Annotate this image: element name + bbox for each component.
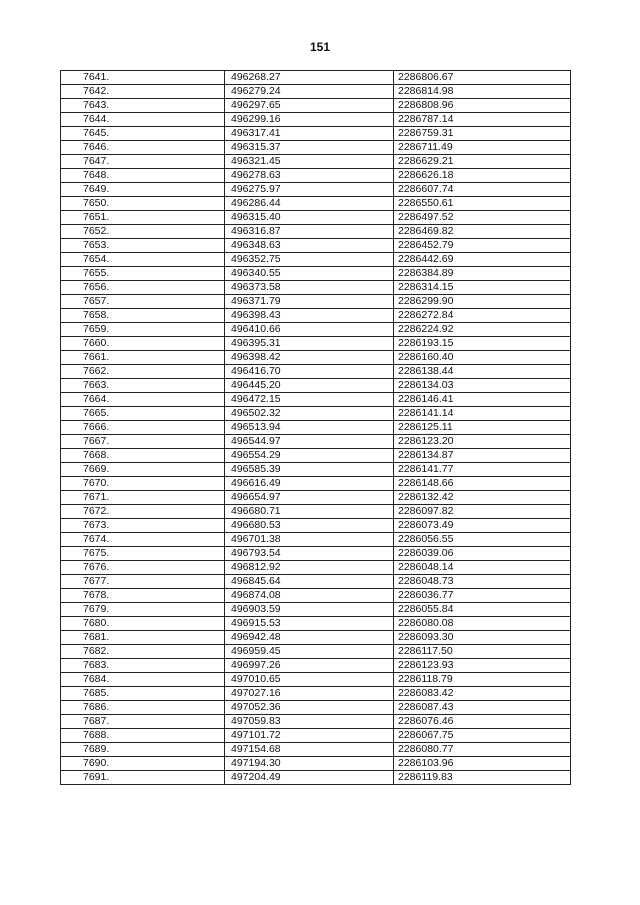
y-coordinate-cell: 2286138.44 (394, 365, 571, 379)
point-number-cell: 7665. (61, 407, 225, 421)
point-number-cell: 7689. (61, 743, 225, 757)
table-row (61, 547, 571, 561)
point-number-cell: 7670. (61, 477, 225, 491)
point-number-cell: 7685. (61, 687, 225, 701)
x-coordinate-cell: 497010.65 (225, 673, 394, 687)
table-row (61, 631, 571, 645)
point-number-cell: 7659. (61, 323, 225, 337)
x-coordinate-cell: 497101.72 (225, 729, 394, 743)
table-row (61, 687, 571, 701)
y-coordinate-cell: 2286442.69 (394, 253, 571, 267)
table-row (61, 715, 571, 729)
table-row (61, 659, 571, 673)
y-coordinate-cell: 2286067.75 (394, 729, 571, 743)
table-row (61, 575, 571, 589)
table-row (61, 323, 571, 337)
y-coordinate-cell: 2286711.49 (394, 141, 571, 155)
table-row (61, 617, 571, 631)
x-coordinate-cell: 496874.08 (225, 589, 394, 603)
table-row (61, 197, 571, 211)
table-row (61, 519, 571, 533)
point-number-cell: 7690. (61, 757, 225, 771)
x-coordinate-cell: 496942.48 (225, 631, 394, 645)
point-number-cell: 7673. (61, 519, 225, 533)
x-coordinate-cell: 496513.94 (225, 421, 394, 435)
y-coordinate-cell: 2286384.89 (394, 267, 571, 281)
y-coordinate-cell: 2286048.14 (394, 561, 571, 575)
x-coordinate-cell: 497204.49 (225, 771, 394, 785)
y-coordinate-cell: 2286272.84 (394, 309, 571, 323)
y-coordinate-cell: 2286629.21 (394, 155, 571, 169)
x-coordinate-cell: 496554.29 (225, 449, 394, 463)
point-number-cell: 7656. (61, 281, 225, 295)
point-number-cell: 7682. (61, 645, 225, 659)
y-coordinate-cell: 2286314.15 (394, 281, 571, 295)
table-row (61, 421, 571, 435)
point-number-cell: 7668. (61, 449, 225, 463)
y-coordinate-cell: 2286097.82 (394, 505, 571, 519)
y-coordinate-cell: 2286148.66 (394, 477, 571, 491)
x-coordinate-cell: 496373.58 (225, 281, 394, 295)
point-number-cell: 7644. (61, 113, 225, 127)
x-coordinate-cell: 496316.87 (225, 225, 394, 239)
y-coordinate-cell: 2286808.96 (394, 99, 571, 113)
x-coordinate-cell: 496398.43 (225, 309, 394, 323)
point-number-cell: 7679. (61, 603, 225, 617)
x-coordinate-cell: 496959.45 (225, 645, 394, 659)
y-coordinate-cell: 2286607.74 (394, 183, 571, 197)
table-row (61, 225, 571, 239)
y-coordinate-cell: 2286134.87 (394, 449, 571, 463)
table-row (61, 757, 571, 771)
y-coordinate-cell: 2286039.06 (394, 547, 571, 561)
table-row (61, 141, 571, 155)
coordinates-table-body (61, 71, 571, 785)
x-coordinate-cell: 496352.75 (225, 253, 394, 267)
x-coordinate-cell: 496395.31 (225, 337, 394, 351)
table-row (61, 771, 571, 785)
point-number-cell: 7686. (61, 701, 225, 715)
point-number-cell: 7678. (61, 589, 225, 603)
x-coordinate-cell: 497154.68 (225, 743, 394, 757)
x-coordinate-cell: 496275.97 (225, 183, 394, 197)
x-coordinate-cell: 496340.55 (225, 267, 394, 281)
x-coordinate-cell: 496502.32 (225, 407, 394, 421)
x-coordinate-cell: 496915.53 (225, 617, 394, 631)
y-coordinate-cell: 2286160.40 (394, 351, 571, 365)
y-coordinate-cell: 2286193.15 (394, 337, 571, 351)
y-coordinate-cell: 2286117.50 (394, 645, 571, 659)
y-coordinate-cell: 2286056.55 (394, 533, 571, 547)
table-row (61, 85, 571, 99)
table-row (61, 309, 571, 323)
x-coordinate-cell: 496371.79 (225, 295, 394, 309)
x-coordinate-cell: 496317.41 (225, 127, 394, 141)
x-coordinate-cell: 496544.97 (225, 435, 394, 449)
y-coordinate-cell: 2286118.79 (394, 673, 571, 687)
x-coordinate-cell: 496279.24 (225, 85, 394, 99)
y-coordinate-cell: 2286299.90 (394, 295, 571, 309)
table-row (61, 477, 571, 491)
point-number-cell: 7667. (61, 435, 225, 449)
x-coordinate-cell: 496680.53 (225, 519, 394, 533)
point-number-cell: 7657. (61, 295, 225, 309)
x-coordinate-cell: 496903.59 (225, 603, 394, 617)
point-number-cell: 7648. (61, 169, 225, 183)
x-coordinate-cell: 496278.63 (225, 169, 394, 183)
table-row (61, 743, 571, 757)
y-coordinate-cell: 2286224.92 (394, 323, 571, 337)
x-coordinate-cell: 496812.92 (225, 561, 394, 575)
y-coordinate-cell: 2286048.73 (394, 575, 571, 589)
table-row (61, 99, 571, 113)
y-coordinate-cell: 2286119.83 (394, 771, 571, 785)
table-row (61, 253, 571, 267)
x-coordinate-cell: 496701.38 (225, 533, 394, 547)
point-number-cell: 7641. (61, 71, 225, 85)
table-row (61, 463, 571, 477)
y-coordinate-cell: 2286452.79 (394, 239, 571, 253)
point-number-cell: 7643. (61, 99, 225, 113)
x-coordinate-cell: 496445.20 (225, 379, 394, 393)
x-coordinate-cell: 496654.97 (225, 491, 394, 505)
table-row (61, 183, 571, 197)
x-coordinate-cell: 496348.63 (225, 239, 394, 253)
y-coordinate-cell: 2286134.03 (394, 379, 571, 393)
y-coordinate-cell: 2286036.77 (394, 589, 571, 603)
point-number-cell: 7675. (61, 547, 225, 561)
y-coordinate-cell: 2286073.49 (394, 519, 571, 533)
point-number-cell: 7676. (61, 561, 225, 575)
y-coordinate-cell: 2286497.52 (394, 211, 571, 225)
point-number-cell: 7691. (61, 771, 225, 785)
x-coordinate-cell: 496268.27 (225, 71, 394, 85)
table-row (61, 491, 571, 505)
coordinates-table (60, 70, 571, 785)
x-coordinate-cell: 497059.83 (225, 715, 394, 729)
point-number-cell: 7662. (61, 365, 225, 379)
y-coordinate-cell: 2286080.77 (394, 743, 571, 757)
point-number-cell: 7680. (61, 617, 225, 631)
x-coordinate-cell: 496472.15 (225, 393, 394, 407)
table-row (61, 351, 571, 365)
x-coordinate-cell: 496585.39 (225, 463, 394, 477)
point-number-cell: 7681. (61, 631, 225, 645)
point-number-cell: 7687. (61, 715, 225, 729)
point-number-cell: 7652. (61, 225, 225, 239)
y-coordinate-cell: 2286146.41 (394, 393, 571, 407)
point-number-cell: 7663. (61, 379, 225, 393)
table-row (61, 505, 571, 519)
y-coordinate-cell: 2286080.08 (394, 617, 571, 631)
point-number-cell: 7684. (61, 673, 225, 687)
table-row (61, 239, 571, 253)
x-coordinate-cell: 496845.64 (225, 575, 394, 589)
y-coordinate-cell: 2286076.46 (394, 715, 571, 729)
point-number-cell: 7660. (61, 337, 225, 351)
table-row (61, 533, 571, 547)
table-row (61, 155, 571, 169)
point-number-cell: 7661. (61, 351, 225, 365)
table-row (61, 127, 571, 141)
table-row (61, 435, 571, 449)
point-number-cell: 7646. (61, 141, 225, 155)
table-row (61, 295, 571, 309)
point-number-cell: 7658. (61, 309, 225, 323)
x-coordinate-cell: 497027.16 (225, 687, 394, 701)
point-number-cell: 7651. (61, 211, 225, 225)
y-coordinate-cell: 2286125.11 (394, 421, 571, 435)
x-coordinate-cell: 496398.42 (225, 351, 394, 365)
point-number-cell: 7674. (61, 533, 225, 547)
y-coordinate-cell: 2286814.98 (394, 85, 571, 99)
x-coordinate-cell: 496286.44 (225, 197, 394, 211)
x-coordinate-cell: 497194.30 (225, 757, 394, 771)
x-coordinate-cell: 496297.65 (225, 99, 394, 113)
point-number-cell: 7669. (61, 463, 225, 477)
table-row (61, 337, 571, 351)
y-coordinate-cell: 2286123.93 (394, 659, 571, 673)
x-coordinate-cell: 496410.66 (225, 323, 394, 337)
table-row (61, 281, 571, 295)
point-number-cell: 7645. (61, 127, 225, 141)
table-row (61, 379, 571, 393)
y-coordinate-cell: 2286626.18 (394, 169, 571, 183)
y-coordinate-cell: 2286787.14 (394, 113, 571, 127)
table-row (61, 393, 571, 407)
y-coordinate-cell: 2286093.30 (394, 631, 571, 645)
y-coordinate-cell: 2286083.42 (394, 687, 571, 701)
table-row (61, 603, 571, 617)
y-coordinate-cell: 2286759.31 (394, 127, 571, 141)
x-coordinate-cell: 496315.37 (225, 141, 394, 155)
point-number-cell: 7664. (61, 393, 225, 407)
point-number-cell: 7649. (61, 183, 225, 197)
x-coordinate-cell: 496299.16 (225, 113, 394, 127)
table-row (61, 561, 571, 575)
y-coordinate-cell: 2286806.67 (394, 71, 571, 85)
table-row (61, 71, 571, 85)
y-coordinate-cell: 2286141.14 (394, 407, 571, 421)
table-row (61, 407, 571, 421)
table-row (61, 701, 571, 715)
x-coordinate-cell: 496616.49 (225, 477, 394, 491)
table-row (61, 169, 571, 183)
y-coordinate-cell: 2286132.42 (394, 491, 571, 505)
y-coordinate-cell: 2286103.96 (394, 757, 571, 771)
x-coordinate-cell: 496680.71 (225, 505, 394, 519)
y-coordinate-cell: 2286550.61 (394, 197, 571, 211)
x-coordinate-cell: 497052.36 (225, 701, 394, 715)
point-number-cell: 7683. (61, 659, 225, 673)
point-number-cell: 7642. (61, 85, 225, 99)
point-number-cell: 7688. (61, 729, 225, 743)
page-number: 151 (309, 40, 331, 54)
x-coordinate-cell: 496997.26 (225, 659, 394, 673)
point-number-cell: 7655. (61, 267, 225, 281)
table-row (61, 365, 571, 379)
point-number-cell: 7666. (61, 421, 225, 435)
table-row (61, 211, 571, 225)
y-coordinate-cell: 2286055.84 (394, 603, 571, 617)
table-row (61, 673, 571, 687)
table-row (61, 589, 571, 603)
table-row (61, 729, 571, 743)
point-number-cell: 7647. (61, 155, 225, 169)
table-row (61, 113, 571, 127)
point-number-cell: 7654. (61, 253, 225, 267)
x-coordinate-cell: 496793.54 (225, 547, 394, 561)
y-coordinate-cell: 2286087.43 (394, 701, 571, 715)
point-number-cell: 7677. (61, 575, 225, 589)
x-coordinate-cell: 496416.70 (225, 365, 394, 379)
point-number-cell: 7653. (61, 239, 225, 253)
table-row (61, 449, 571, 463)
y-coordinate-cell: 2286469.82 (394, 225, 571, 239)
point-number-cell: 7672. (61, 505, 225, 519)
table-row (61, 267, 571, 281)
y-coordinate-cell: 2286123.20 (394, 435, 571, 449)
x-coordinate-cell: 496315.40 (225, 211, 394, 225)
point-number-cell: 7671. (61, 491, 225, 505)
point-number-cell: 7650. (61, 197, 225, 211)
table-row (61, 645, 571, 659)
x-coordinate-cell: 496321.45 (225, 155, 394, 169)
y-coordinate-cell: 2286141.77 (394, 463, 571, 477)
